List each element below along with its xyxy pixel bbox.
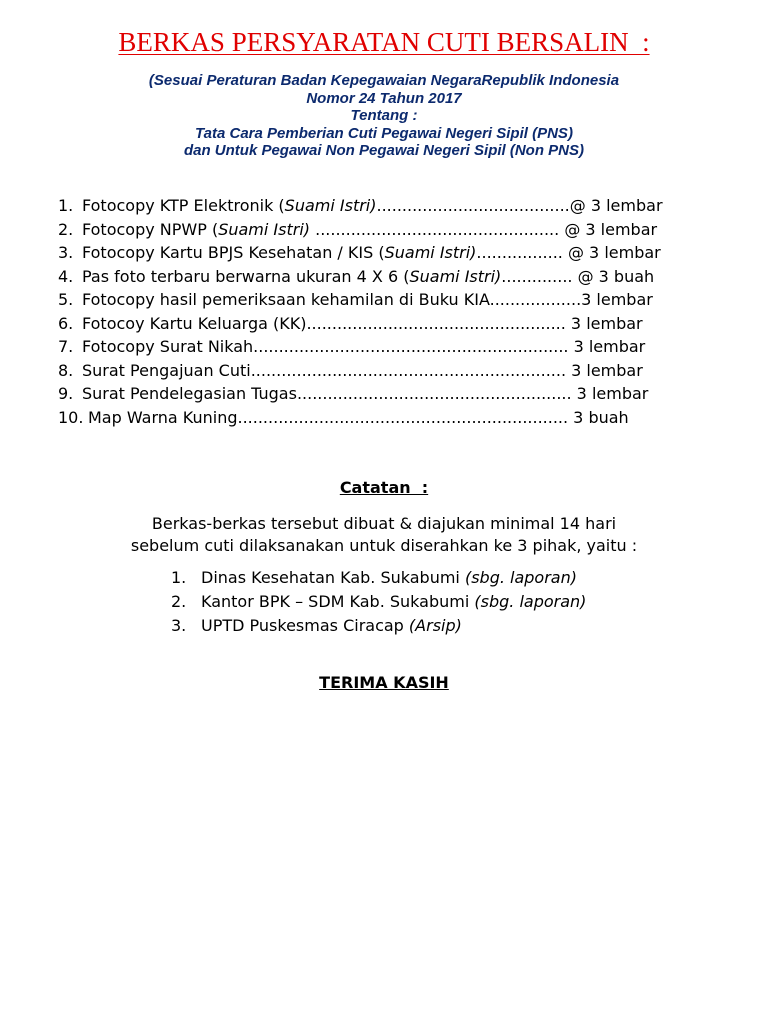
recipients-list — [171, 566, 691, 638]
item-number: 3. — [171, 616, 187, 635]
subtitle-line: dan Untuk Pegawai Non Pegawai Negeri Sipil (Non PNS) — [183, 142, 585, 159]
requirement-item — [58, 312, 738, 336]
item-number: 1. — [58, 196, 74, 215]
recipient-name: Dinas Kesehatan Kab. Sukabumi — [201, 568, 465, 587]
item-quantity: ................. @ 3 lembar — [476, 243, 661, 262]
item-number: 10. — [58, 407, 84, 427]
recipient-item — [171, 590, 691, 614]
item-note: Suami Istri) — [384, 243, 477, 262]
requirements-list — [58, 194, 738, 429]
item-number: 7. — [58, 337, 74, 356]
item-text: Fotocopy Surat Nikah.............................................................. 3 lembar — [82, 337, 646, 356]
requirement-item — [58, 241, 738, 265]
closing-text: TERIMA KASIH — [319, 673, 449, 692]
requirement-item — [58, 288, 738, 312]
notes-heading: Catatan : — [339, 478, 429, 497]
subtitle-line: (Sesuai Peraturan Badan Kepegawaian NegaraRepublik Indonesia — [148, 72, 620, 89]
item-quantity: .............. @ 3 buah — [501, 266, 655, 286]
notes-line: Berkas-berkas tersebut dibuat & diajukan minimal 14 hari — [151, 514, 617, 533]
recipient-purpose: (sbg. laporan) — [474, 592, 587, 611]
recipient-item — [171, 614, 691, 638]
item-quantity: ................................................ @ 3 lembar — [310, 219, 658, 239]
item-text: Surat Pendelegasian Tugas...................................................... 3 lembar — [82, 384, 649, 403]
requirement-item — [58, 335, 738, 359]
recipient-name: UPTD Puskesmas Ciracap — [201, 616, 409, 635]
subtitle-line: Nomor 24 Tahun 2017 — [306, 89, 462, 107]
item-number: 6. — [58, 313, 74, 333]
notes-line: sebelum cuti dilaksanakan untuk diserahkan ke 3 pihak, yaitu : — [130, 536, 638, 555]
requirement-item — [58, 218, 738, 242]
item-text: Fotocopy hasil pemeriksaan kehamilan di Buku KIA..................3 lembar — [82, 290, 653, 309]
item-number: 4. — [58, 266, 74, 286]
regulation-subtitle — [0, 72, 768, 160]
item-text: Pas foto terbaru berwarna ukuran 4 X 6 ( — [82, 266, 410, 286]
document-title: BERKAS PERSYARATAN CUTI BERSALIN : — [118, 27, 650, 57]
item-number: 2. — [171, 592, 187, 611]
item-text: Map Warna Kuning................................................................. 3 buah — [88, 407, 629, 427]
item-number: 8. — [58, 360, 74, 380]
recipient-purpose: (Arsip) — [408, 616, 462, 635]
item-number: 1. — [171, 568, 187, 587]
requirement-item — [58, 359, 738, 383]
recipient-purpose: (sbg. laporan) — [464, 568, 577, 587]
recipient-item — [171, 566, 691, 590]
item-text: Surat Pengajuan Cuti.............................................................. 3 lembar — [82, 360, 643, 380]
subtitle-line: Tentang : — [350, 107, 418, 124]
requirement-item — [58, 406, 738, 430]
item-number: 5. — [58, 290, 74, 309]
item-number: 3. — [58, 243, 74, 262]
item-quantity: ......................................@ 3 lembar — [376, 196, 663, 215]
item-text: Fotocopy KTP Elektronik ( — [82, 196, 285, 215]
item-text: Fotocopy NPWP ( — [82, 219, 219, 239]
item-number: 9. — [58, 384, 74, 403]
requirement-item — [58, 382, 738, 406]
item-note: Suami Istri) — [409, 266, 502, 286]
item-note: Suami Istri) — [218, 219, 311, 239]
requirement-item — [58, 265, 738, 289]
requirement-item — [58, 194, 738, 218]
subtitle-line: Tata Cara Pemberian Cuti Pegawai Negeri Sipil (PNS) — [195, 124, 573, 142]
item-text: Fotocopy Kartu BPJS Kesehatan / KIS ( — [82, 243, 385, 262]
recipient-name: Kantor BPK – SDM Kab. Sukabumi — [201, 592, 475, 611]
notes-paragraph — [0, 513, 768, 557]
item-note: Suami Istri) — [284, 196, 377, 215]
item-number: 2. — [58, 219, 74, 239]
item-text: Fotocoy Kartu Keluarga (KK)................................................... 3 lembar — [82, 313, 643, 333]
